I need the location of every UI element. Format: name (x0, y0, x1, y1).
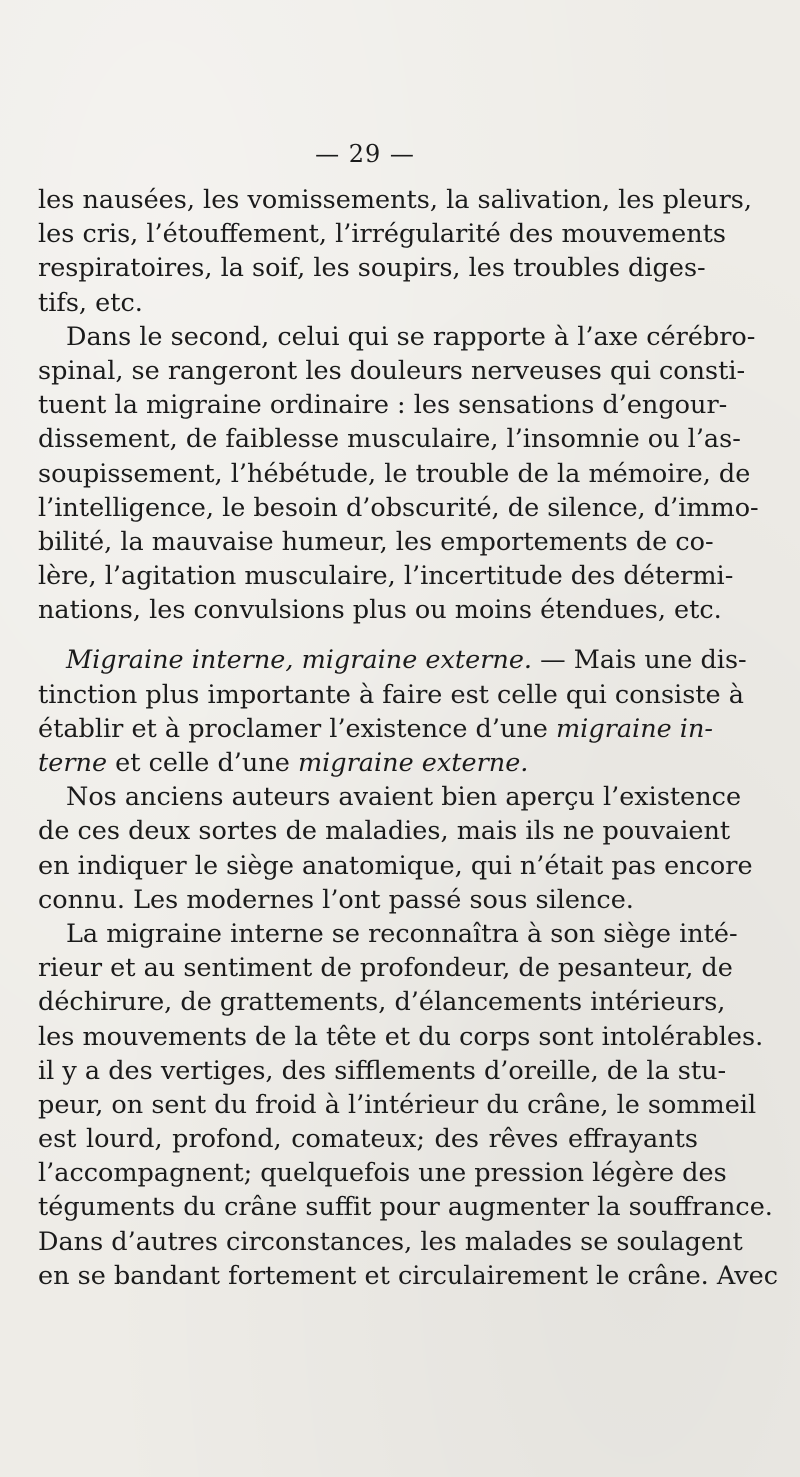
text-line: les mouvements de la tête et du corps sont intolérables. (38, 1021, 764, 1052)
text-run: et celle d’une (107, 748, 298, 778)
text-line: bilité, la mauvaise humeur, les emportements de co- (38, 526, 714, 557)
text-line: il y a des vertiges, des sifflements d’oreille, de la stu- (38, 1055, 727, 1086)
text-line: lère, l’agitation musculaire, l’incertitude des détermi- (38, 561, 734, 592)
paragraph-internal-migraine (38, 917, 779, 1293)
italic-term: terne (38, 748, 108, 778)
text-line: l’accompagnent; quelquefois une pression légère des (38, 1158, 727, 1189)
text-line (38, 712, 714, 746)
text-line: Nos anciens auteurs avaient bien aperçu l’existence (66, 782, 742, 813)
text-line: déchirure, de grattements, d’élancements intérieurs, (38, 987, 726, 1018)
text-line: peur, on sent du froid à l’intérieur du crâne, le sommeil (38, 1089, 757, 1120)
text-line: tuent la migraine ordinaire : les sensations d’engour- (38, 390, 728, 421)
italic-term: migraine in- (555, 713, 714, 744)
paragraph-continuation (38, 183, 752, 320)
text-line: dissement, de faiblesse musculaire, l’insomnie ou l’as- (38, 424, 741, 455)
text-run: établir et à proclamer l’existence d’une (38, 713, 556, 744)
section-heading: Migraine interne, migraine externe. (66, 645, 533, 676)
text-line: spinal, se rangeront les douleurs nerveuses qui consti- (38, 355, 746, 386)
paragraph-migraine-section (38, 643, 747, 780)
text-line: les nausées, les vomissements, la salivation, les pleurs, (38, 185, 752, 215)
text-line: tinction plus importante à faire est celle qui consiste à (38, 679, 744, 710)
text-line: de ces deux sortes de maladies, mais ils ne pouvaient (38, 816, 731, 847)
page-number: — 29 — (315, 140, 415, 168)
text-run: — Mais une dis- (532, 645, 747, 676)
text-line: respiratoires, la soif, les soupirs, les troubles diges- (38, 253, 706, 284)
paragraph-ancient-authors (38, 780, 753, 917)
text-line: les cris, l’étouffement, l’irrégularité des mouvements (38, 219, 726, 250)
text-line: en indiquer le siège anatomique, qui n’était pas encore (38, 850, 753, 881)
text-line: La migraine interne se reconnaîtra à son siège inté- (66, 918, 738, 949)
text-line: connu. Les modernes l’ont passé sous silence. (38, 884, 634, 915)
body-text (38, 183, 779, 1293)
text-line: l’intelligence, le besoin d’obscurité, de silence, d’immo- (38, 492, 759, 523)
text-line (38, 643, 747, 677)
text-line: rieur et au sentiment de profondeur, de pesanteur, de (38, 953, 733, 984)
text-line: en se bandant fortement et circulairement le crâne. Avec (38, 1260, 779, 1291)
text-line: nations, les convulsions plus ou moins étendues, etc. (38, 595, 722, 626)
italic-term: migraine externe. (297, 748, 529, 778)
text-line: est lourd, profond, comateux; des rêves effrayants (38, 1124, 698, 1155)
text-line (38, 746, 698, 780)
paragraph-second-group (38, 320, 759, 628)
text-line: tifs, etc. (38, 287, 143, 318)
text-line: Dans d’autres circonstances, les malades se soulagent (38, 1226, 743, 1257)
text-line: téguments du crâne suffit pour augmenter la souffrance. (38, 1192, 773, 1223)
text-line: Dans le second, celui qui se rapporte à l’axe cérébro- (66, 321, 756, 352)
text-line: soupissement, l’hébétude, le trouble de la mémoire, de (38, 458, 751, 489)
section-gap (38, 627, 698, 643)
